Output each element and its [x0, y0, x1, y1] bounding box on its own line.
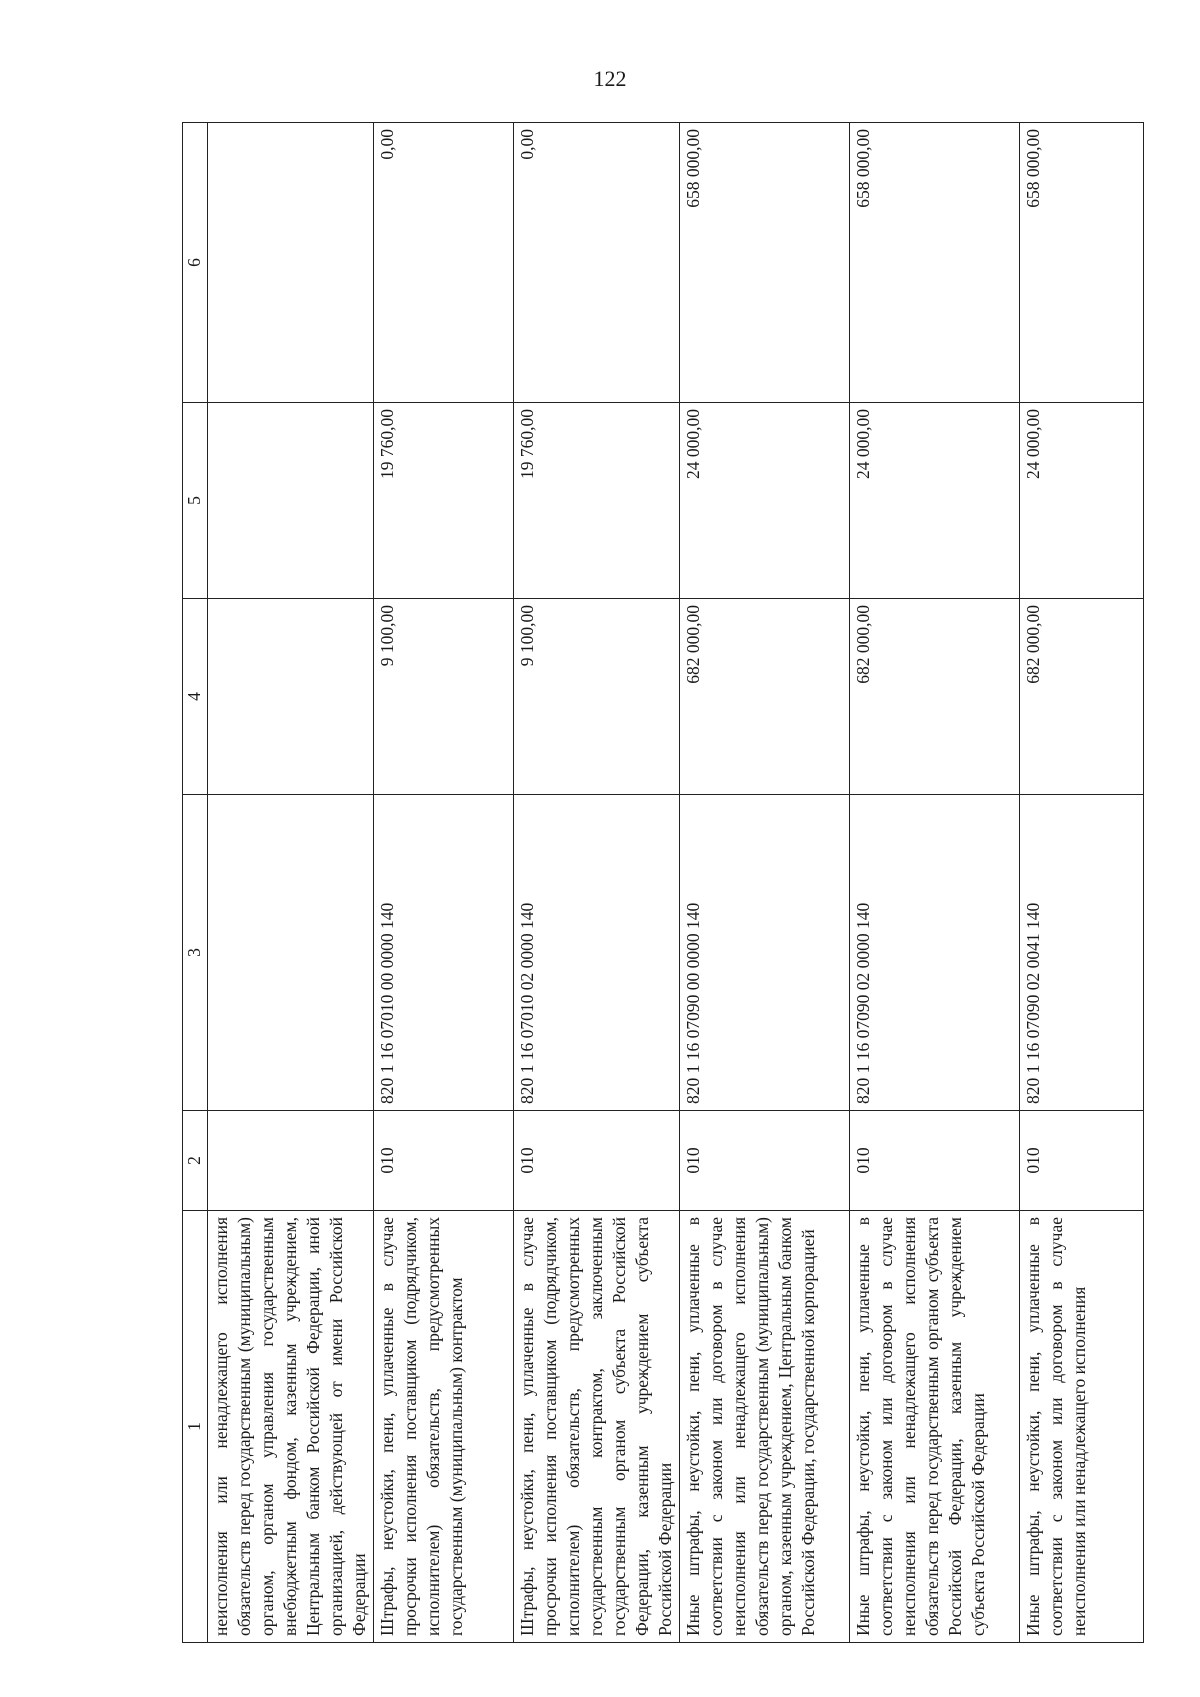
table-row	[850, 123, 1020, 1643]
header-col-4: 4	[183, 599, 208, 795]
row-income-code: 820 1 16 07090 02 0000 140	[850, 795, 1020, 1111]
row-description: Иные штрафы, неустойки, пени, уплаченные в соответствии с законом или договором в случае неисполнения или ненадлежащего исполнения	[1020, 1211, 1144, 1643]
row-description: Иные штрафы, неустойки, пени, уплаченные в соответствии с законом или договором в случае неисполнения или ненадлежащего исполнения обязательств перед государственным (муниципальным) органом, казенным учреждением, Центральным банком Российской Федерации, государственной корпорацией	[680, 1211, 850, 1643]
row-income-code: 820 1 16 07010 02 0000 140	[514, 795, 680, 1111]
row-col4-value: 9 100,00	[514, 599, 680, 795]
row-income-code: 820 1 16 07010 00 0000 140	[374, 795, 514, 1111]
row-col5-value: 24 000,00	[680, 403, 850, 599]
row-col5-value	[208, 403, 374, 599]
row-line-code	[208, 1111, 374, 1211]
row-col4-value	[208, 599, 374, 795]
rotated-table-frame	[182, 123, 1089, 1643]
table-row	[208, 123, 374, 1643]
table-header-row	[183, 123, 208, 1643]
row-income-code	[208, 795, 374, 1111]
table-row	[1020, 123, 1144, 1643]
row-description: Иные штрафы, неустойки, пени, уплаченные в соответствии с законом или договором в случае неисполнения или ненадлежащего исполнения обязательств перед государственным органом субъекта Российской Федерации, казенным учреждением субъекта Российской Федерации	[850, 1211, 1020, 1643]
row-income-code: 820 1 16 07090 00 0000 140	[680, 795, 850, 1111]
row-description: неисполнения или ненадлежащего исполнения обязательств перед государственным (муниципальным) органом, органом управления государственным внебюджетным фондом, казенным учреждением, Центральным банком Российской Федерации, иной организацией, действующей от имени Российской Федерации	[208, 1211, 374, 1643]
row-col4-value: 682 000,00	[850, 599, 1020, 795]
row-line-code: 010	[374, 1111, 514, 1211]
row-description: Штрафы, неустойки, пени, уплаченные в случае просрочки исполнения поставщиком (подрядчиком, исполнителем) обязательств, предусмотренных государственным (муниципальным) контрактом	[374, 1211, 514, 1643]
row-col6-value: 0,00	[374, 123, 514, 403]
header-col-6: 6	[183, 123, 208, 403]
row-line-code: 010	[850, 1111, 1020, 1211]
row-col6-value: 658 000,00	[1020, 123, 1144, 403]
header-col-1: 1	[183, 1211, 208, 1643]
row-col5-value: 24 000,00	[850, 403, 1020, 599]
header-col-2: 2	[183, 1111, 208, 1211]
row-col6-value	[208, 123, 374, 403]
row-col4-value: 9 100,00	[374, 599, 514, 795]
table-row	[374, 123, 514, 1643]
row-col6-value: 658 000,00	[680, 123, 850, 403]
budget-table	[182, 122, 1144, 1643]
header-col-5: 5	[183, 403, 208, 599]
header-col-3: 3	[183, 795, 208, 1111]
row-income-code: 820 1 16 07090 02 0041 140	[1020, 795, 1144, 1111]
row-col6-value: 658 000,00	[850, 123, 1020, 403]
row-col4-value: 682 000,00	[680, 599, 850, 795]
row-col4-value: 682 000,00	[1020, 599, 1144, 795]
row-col6-value: 0,00	[514, 123, 680, 403]
row-line-code: 010	[514, 1111, 680, 1211]
row-col5-value: 19 760,00	[374, 403, 514, 599]
row-line-code: 010	[1020, 1111, 1144, 1211]
table-row	[514, 123, 680, 1643]
table-row	[680, 123, 850, 1643]
row-col5-value: 24 000,00	[1020, 403, 1144, 599]
row-col5-value: 19 760,00	[514, 403, 680, 599]
page-number: 122	[593, 66, 627, 91]
row-description: Штрафы, неустойки, пени, уплаченные в случае просрочки исполнения поставщиком (подрядчиком, исполнителем) обязательств, предусмотренных государственным контрактом, заключенным государственным органом субъекта Российской Федерации, казенным учреждением субъекта Российской Федерации	[514, 1211, 680, 1643]
rotated-table-wrapper	[182, 123, 1089, 1643]
row-line-code: 010	[680, 1111, 850, 1211]
